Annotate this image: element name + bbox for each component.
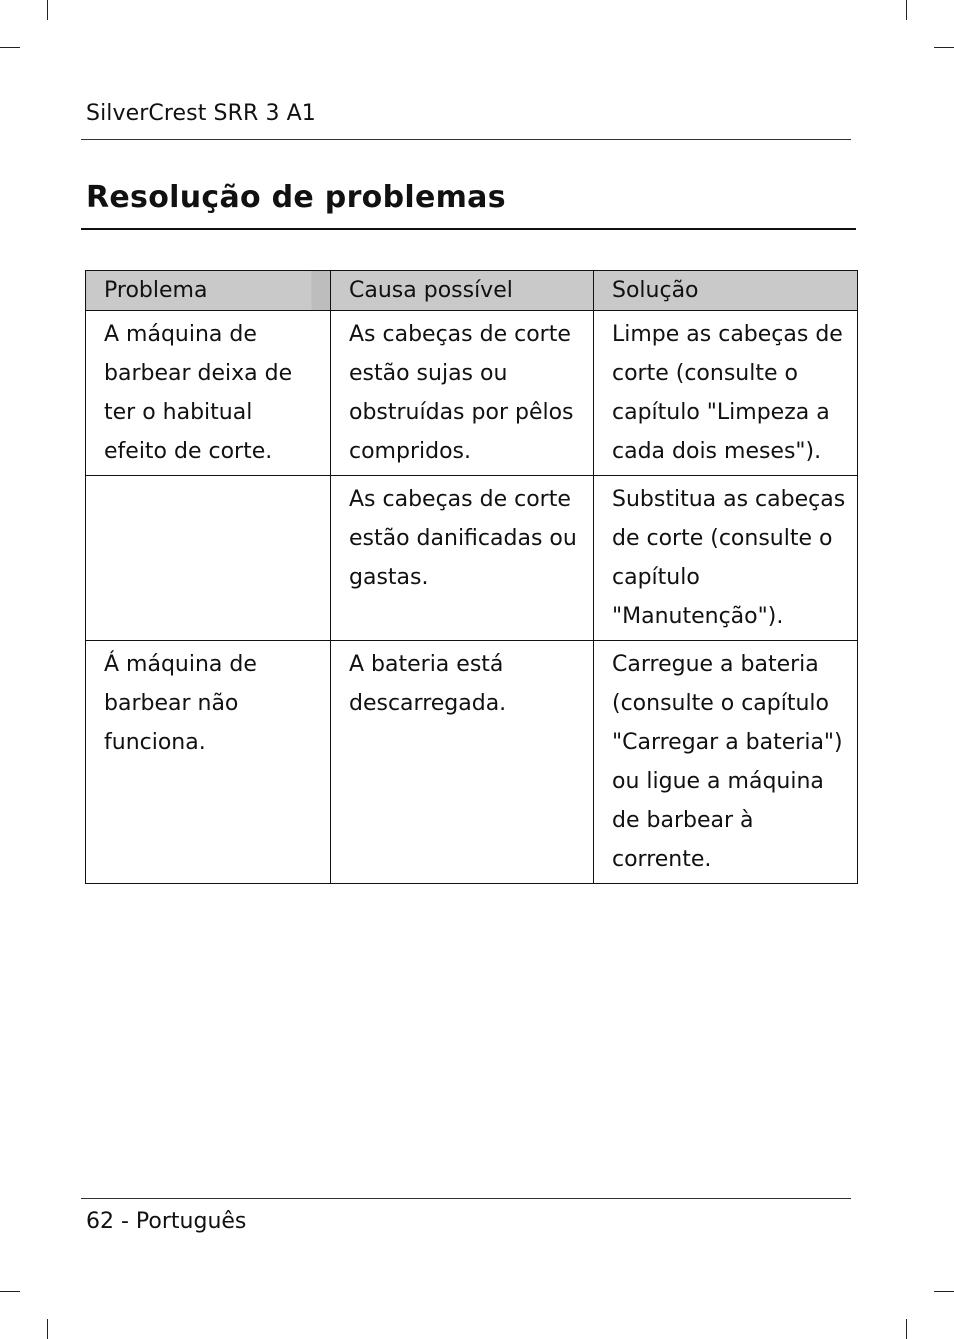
solution-cell: Limpe as cabeças de corte (consulte o capítulo "Limpeza a cada dois meses").: [594, 311, 858, 476]
problem-cell: [86, 476, 331, 641]
column-header-cause: Causa possível: [331, 271, 594, 311]
table-row: [86, 476, 858, 641]
running-header: SilverCrest SRR 3 A1: [86, 101, 316, 126]
problem-cell: Á máquina de barbear não funciona.: [86, 641, 331, 884]
page-footer: [86, 1208, 246, 1236]
crop-mark: [47, 0, 48, 20]
crop-mark: [0, 1291, 20, 1292]
crop-mark: [906, 0, 907, 20]
troubleshooting-table: [85, 270, 858, 884]
cause-cell: A bateria está descarregada.: [331, 641, 594, 884]
crop-mark: [47, 1319, 48, 1339]
crop-mark: [934, 1291, 954, 1292]
table-row: [86, 311, 858, 476]
problem-cell: A máquina de barbear deixa de ter o habitual efeito de corte.: [86, 311, 331, 476]
table-header-row: [86, 271, 858, 311]
table-row: [86, 641, 858, 884]
page-number: 62: [86, 1209, 114, 1234]
crop-mark: [934, 47, 954, 48]
title-divider: [81, 228, 856, 230]
column-header-solution: Solução: [594, 271, 858, 311]
solution-cell: Substitua as cabeças de corte (consulte o capítulo "Manutenção").: [594, 476, 858, 641]
cause-cell: As cabeças de corte estão danificadas ou gastas.: [331, 476, 594, 641]
footer-divider: [81, 1198, 851, 1199]
column-header-problem: Problema: [86, 271, 331, 311]
crop-mark: [0, 47, 20, 48]
header-divider: [81, 139, 851, 140]
section-title: Resolução de problemas: [86, 180, 506, 215]
footer-language: - Português: [121, 1209, 247, 1234]
crop-mark: [906, 1319, 907, 1339]
solution-cell: Carregue a bateria (consulte o capítulo "Carregar a bateria") ou ligue a máquina de barbear à corrente.: [594, 641, 858, 884]
cause-cell: As cabeças de corte estão sujas ou obstruídas por pêlos compridos.: [331, 311, 594, 476]
